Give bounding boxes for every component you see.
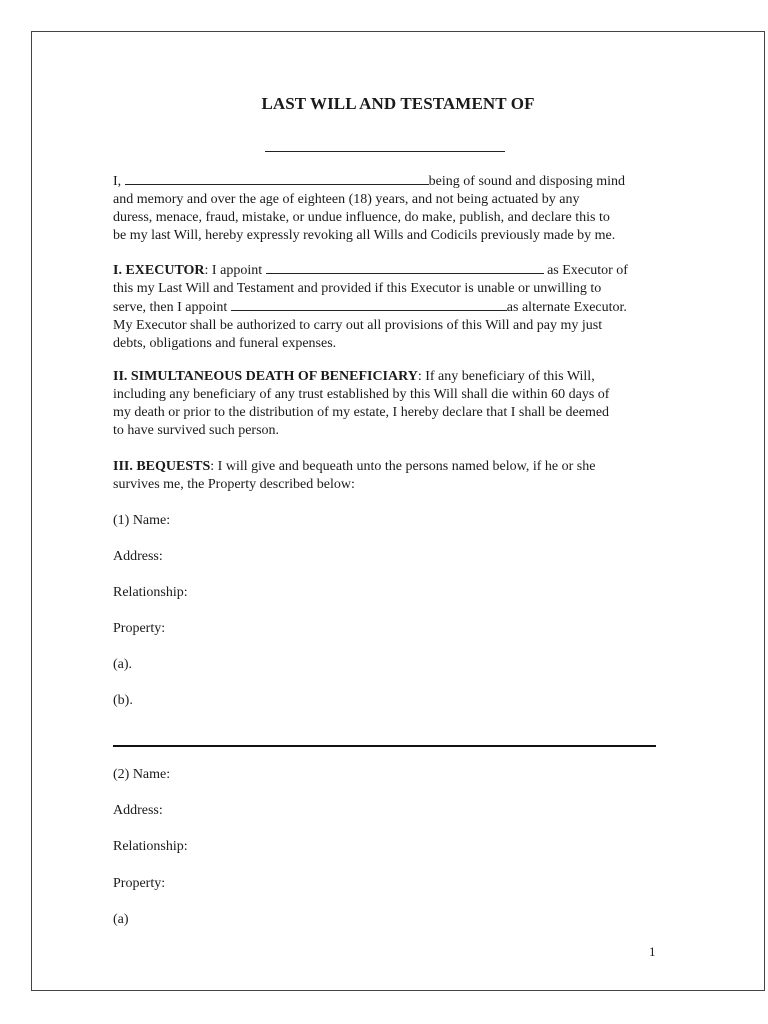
beneficiary-1-item-a: (a). (113, 657, 133, 672)
intro-line-2: and memory and over the age of eighteen (18) years, and not being actuated by any (113, 192, 580, 207)
intro-line-4: be my last Will, hereby expressly revoking all Wills and Codicils previously made by me. (113, 228, 616, 243)
section-divider (113, 745, 656, 747)
intro-line-1: I, being of sound and disposing mind (113, 174, 626, 189)
executor-line-1: I. EXECUTOR: I appoint as Executor of (113, 263, 628, 278)
bequests-line-1: III. BEQUESTS: I will give and bequeath unto the persons named below, if he or she (113, 459, 596, 474)
beneficiary-2-relationship-label: Relationship: (113, 839, 188, 854)
intro-line-3: duress, menace, fraud, mistake, or undue influence, do make, publish, and declare this to (113, 210, 610, 225)
beneficiary-2-name-label: (2) Name: (113, 767, 171, 782)
simultaneous-death-paragraph (113, 368, 658, 440)
simultaneous-line-4: to have survived such person. (113, 423, 280, 438)
executor-line-4: My Executor shall be authorized to carry out all provisions of this Will and pay my just (113, 318, 603, 333)
executor-paragraph (113, 261, 658, 353)
beneficiary-1-name-label: (1) Name: (113, 513, 171, 528)
beneficiary-2-item-a: (a) (113, 912, 129, 927)
beneficiary-1-relationship-label: Relationship: (113, 585, 188, 600)
simultaneous-heading: II. SIMULTANEOUS DEATH OF BENEFICIARY (113, 369, 418, 384)
testator-name-blank[interactable] (265, 151, 505, 152)
executor-line-5: debts, obligations and funeral expenses. (113, 336, 337, 351)
bequests-paragraph (113, 458, 658, 494)
bequests-line-2: survives me, the Property described below: (113, 477, 355, 492)
simultaneous-line-1: II. SIMULTANEOUS DEATH OF BENEFICIARY: If any beneficiary of this Will, (113, 369, 595, 384)
beneficiary-2-property-label: Property: (113, 876, 166, 891)
testator-name-field[interactable] (125, 172, 429, 185)
beneficiary-2-address-label: Address: (113, 803, 163, 818)
alternate-executor-field[interactable] (231, 298, 507, 311)
beneficiary-1-item-b: (b). (113, 693, 133, 708)
executor-name-field[interactable] (266, 261, 544, 274)
page-number: 1 (649, 944, 656, 959)
simultaneous-line-3: my death or prior to the distribution of my estate, I hereby declare that I shall be deemed (113, 405, 610, 420)
beneficiary-1-address-label: Address: (113, 549, 163, 564)
executor-line-2: this my Last Will and Testament and provided if this Executor is unable or unwilling to (113, 281, 602, 296)
document-page (31, 31, 765, 991)
beneficiary-1-property-label: Property: (113, 621, 166, 636)
intro-paragraph (113, 172, 658, 245)
executor-line-3: serve, then I appoint as alternate Executor. (113, 300, 627, 315)
simultaneous-line-2: including any beneficiary of any trust established by this Will shall die within 60 days of (113, 387, 610, 402)
bequests-heading: III. BEQUESTS (113, 459, 211, 474)
document-title: LAST WILL AND TESTAMENT OF (261, 94, 535, 113)
executor-heading: I. EXECUTOR (113, 263, 205, 278)
